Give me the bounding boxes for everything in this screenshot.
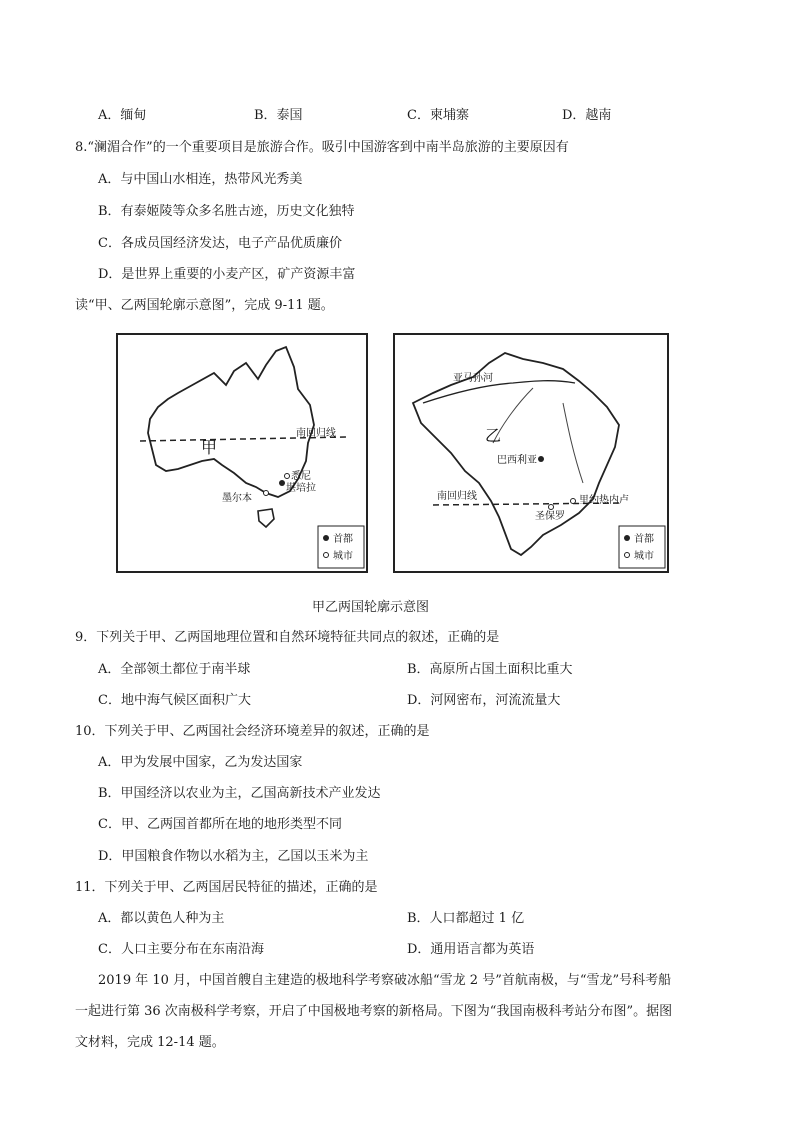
q8-option-d: D．是世界上重要的小麦产区，矿产资源丰富: [98, 267, 356, 282]
q8-option-c: C．各成员国经济发达，电子产品优质廉价: [98, 236, 342, 251]
brasilia-label: 巴西利亚: [497, 455, 537, 466]
q7-option-b: B．泰国: [254, 108, 303, 123]
sydney-label: 悉尼: [291, 471, 311, 482]
amazon-label: 亚马孙河: [453, 373, 493, 384]
q9-option-a: A．全部领土都位于南半球: [98, 662, 251, 677]
read-prompt: 读“甲、乙两国轮廓示意图”，完成 9-11 题。: [75, 298, 334, 313]
yi-label: 乙: [485, 426, 502, 445]
q10-option-c: C．甲、乙两国首都所在地的地形类型不同: [98, 817, 342, 832]
q9-option-c: C．地中海气候区面积广大: [98, 693, 251, 708]
yi-tropic-label: 南回归线: [437, 491, 477, 502]
yi-legend-capital: 首都: [634, 534, 654, 545]
passage-line-2: 一起进行第 36 次南极科学考察，开启了中国极地考察的新格局。下图为“我国南极科考站分布图”。据图: [75, 1004, 673, 1019]
q11-option-c: C．人口主要分布在东南沿海: [98, 942, 264, 957]
jia-tropic-label: 南回归线: [296, 428, 336, 439]
q9-stem: 9．下列关于甲、乙两国地理位置和自然环境特征共同点的叙述，正确的是: [75, 630, 500, 645]
passage-line-3: 文材料，完成 12-14 题。: [75, 1035, 225, 1050]
q7-option-d: D．越南: [562, 108, 612, 123]
q10-option-a: A．甲为发展中国家，乙为发达国家: [98, 755, 303, 770]
map-yi: [393, 333, 669, 573]
q7-option-c: C．柬埔寨: [407, 108, 469, 123]
q11-option-d: D．通用语言都为英语: [407, 942, 535, 957]
canberra-dot: [279, 480, 285, 486]
melbourne-dot: [264, 491, 269, 496]
saopaulo-dot: [549, 505, 554, 510]
rio-label: 里约热内卢: [579, 495, 629, 506]
q8-stem: 8.“澜湄合作”的一个重要项目是旅游合作。吸引中国游客到中南半岛旅游的主要原因有: [75, 140, 569, 155]
jia-legend-city-symbol: [324, 553, 329, 558]
jia-label: 甲: [201, 438, 218, 457]
yi-legend-capital-symbol: [624, 535, 630, 541]
saopaulo-label: 圣保罗: [535, 511, 565, 522]
q10-option-b: B．甲国经济以农业为主，乙国高新技术产业发达: [98, 786, 381, 801]
jia-legend-city: 城市: [333, 551, 353, 562]
q8-option-b: B．有泰姬陵等众多名胜古迹，历史文化独特: [98, 204, 355, 219]
q10-option-d: D．甲国粮食作物以水稻为主，乙国以玉米为主: [98, 849, 369, 864]
sydney-dot: [285, 474, 290, 479]
map-caption: 甲乙两国轮廓示意图: [312, 600, 430, 615]
q10-stem: 10．下列关于甲、乙两国社会经济环境差异的叙述，正确的是: [75, 724, 430, 739]
rio-dot: [571, 499, 576, 504]
q11-option-b: B．人口都超过 1 亿: [407, 911, 525, 926]
jia-legend-capital: 首都: [333, 534, 353, 545]
melbourne-label: 墨尔本: [222, 493, 252, 504]
q8-option-a: A．与中国山水相连，热带风光秀美: [98, 172, 303, 187]
q11-stem: 11．下列关于甲、乙两国居民特征的描述，正确的是: [75, 880, 378, 895]
passage-line-1: 2019 年 10 月，中国首艘自主建造的极地科学考察破冰船“雪龙 2 号”首航南极，与“雪龙”号科考船: [98, 973, 672, 988]
yi-legend-city-symbol: [625, 553, 630, 558]
jia-legend-capital-symbol: [323, 535, 329, 541]
map-jia: [116, 333, 368, 573]
q9-option-b: B．高原所占国土面积比重大: [407, 662, 573, 677]
brasilia-dot: [538, 456, 544, 462]
q9-option-d: D．河网密布，河流流量大: [407, 693, 561, 708]
canberra-label: 堪培拉: [286, 483, 316, 494]
q11-option-a: A．都以黄色人种为主: [98, 911, 225, 926]
yi-legend-city: 城市: [634, 551, 654, 562]
q7-option-a: A．缅甸: [98, 108, 147, 123]
